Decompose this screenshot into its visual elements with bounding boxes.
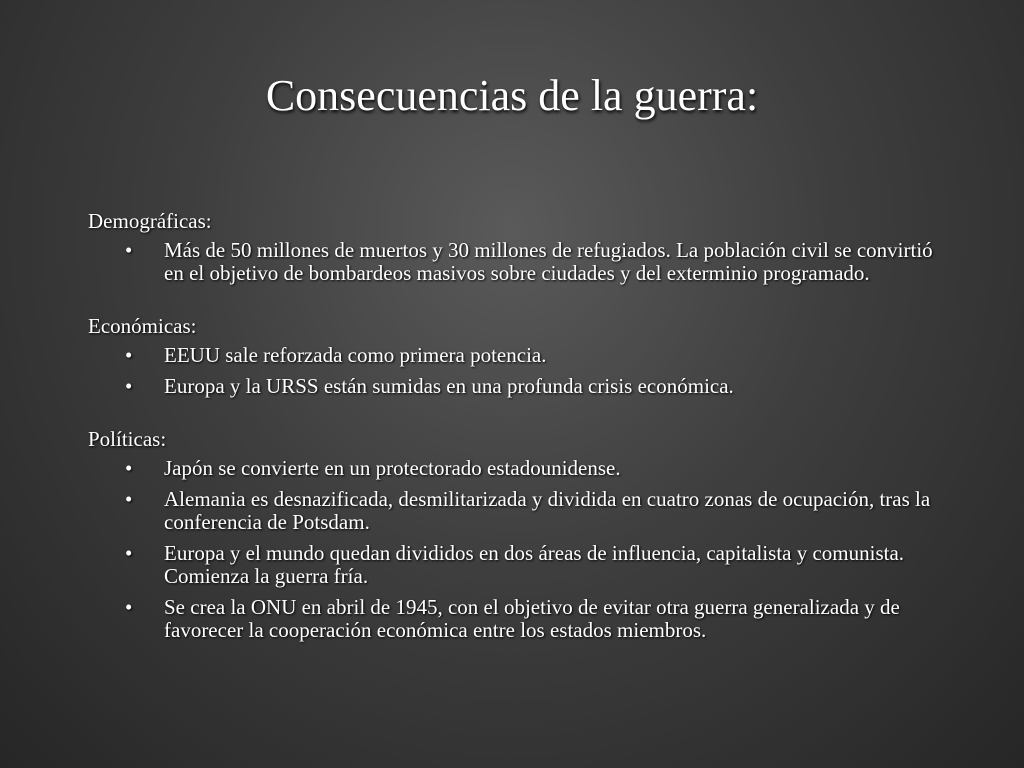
section-economicas: [88, 315, 948, 398]
section-demograficas: [88, 210, 948, 285]
bullet-list: [88, 457, 948, 642]
bullet-item: • Europa y la URSS están sumidas en una profunda crisis económica.: [88, 375, 948, 398]
section-politicas: [88, 428, 948, 642]
bullet-item: • Alemania es desnazificada, desmilitarizada y dividida en cuatro zonas de ocupación, tras la conferencia de Potsdam.: [88, 488, 948, 534]
bullet-list: [88, 239, 948, 285]
bullet-item: • Europa y el mundo quedan divididos en dos áreas de influencia, capitalista y comunista. Comienza la guerra fría.: [88, 542, 948, 588]
section-heading: Demográficas:: [88, 209, 212, 233]
bullet-item: • Japón se convierte en un protectorado estadounidense.: [88, 457, 948, 480]
bullet-item: • EEUU sale reforzada como primera potencia.: [88, 344, 948, 367]
section-heading: Políticas:: [88, 427, 167, 451]
bullet-list: [88, 344, 948, 398]
bullet-item: • Más de 50 millones de muertos y 30 millones de refugiados. La población civil se convirtió en el objetivo de bombardeos masivos sobre ciudades y del exterminio programado.: [88, 239, 948, 285]
slide-title: Consecuencias de la guerra:: [265, 71, 759, 120]
bullet-item: • Se crea la ONU en abril de 1945, con el objetivo de evitar otra guerra generalizada y de favorecer la cooperación económica entre los estados miembros.: [88, 596, 948, 642]
slide-content: [88, 210, 948, 650]
section-heading: Económicas:: [88, 314, 197, 338]
